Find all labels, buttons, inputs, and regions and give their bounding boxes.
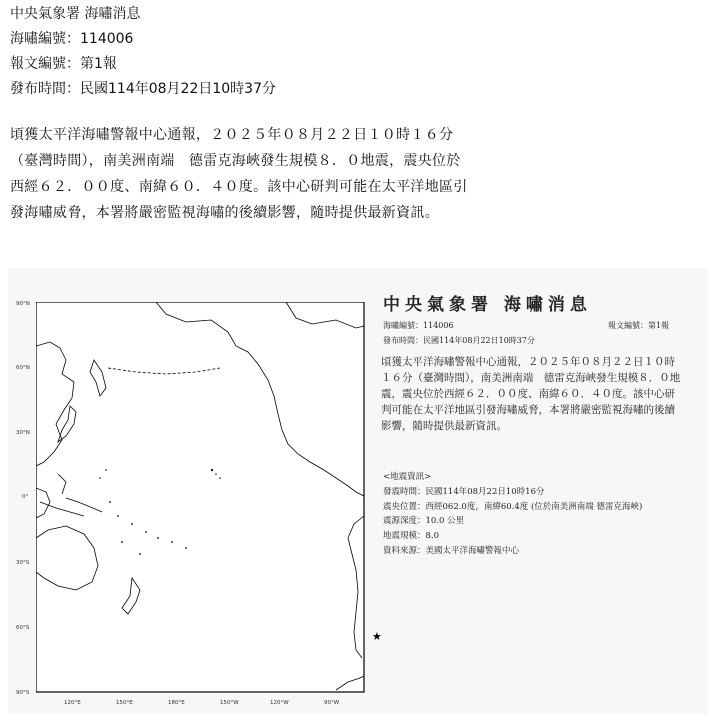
lat-tick: 30°N xyxy=(16,430,30,436)
figure-report-number: 報文編號：第1報 xyxy=(608,321,670,330)
figure-title: 中央氣象署 海嘯消息 xyxy=(383,295,592,315)
lat-tick: 90°N xyxy=(16,301,30,307)
lon-tick: 120°E xyxy=(64,700,81,706)
tsunami-number: 海嘯編號：114006 xyxy=(10,31,134,47)
info-source: 資料來源：美國太平洋海嘯警報中心 xyxy=(383,545,520,556)
lon-tick: 120°W xyxy=(270,700,289,706)
lat-tick: 60°S xyxy=(16,625,30,631)
figure-issue-time: 發布時間：民國114年08月22日10時37分 xyxy=(383,336,535,345)
lon-tick: 150°W xyxy=(220,700,239,706)
bulletin-header xyxy=(10,2,276,102)
figure-tsunami-number: 海嘯編號：114006 xyxy=(383,321,454,330)
lat-tick: 90°S xyxy=(16,690,30,696)
info-header: <地震資訊> xyxy=(383,472,432,482)
lat-tick: 60°N xyxy=(16,365,30,371)
lat-tick: 30°S xyxy=(16,560,30,566)
lon-tick: 90°W xyxy=(324,700,340,706)
epicenter-star-icon: ★ xyxy=(372,630,382,643)
header-title: 中央氣象署 海嘯消息 xyxy=(10,6,141,22)
report-number: 報文編號：第1報 xyxy=(10,56,117,72)
info-depth: 震源深度：10.0 公里 xyxy=(383,516,465,527)
earthquake-info xyxy=(383,470,642,559)
info-magnitude: 地震規模：8.0 xyxy=(383,531,440,542)
issue-time: 發布時間：民國114年08月22日10時37分 xyxy=(10,81,276,97)
lat-tick: 0° xyxy=(22,494,29,500)
info-location: 震央位置：西經062.0度，南緯60.4度 (位於南美洲南端 德雷克海峽) xyxy=(383,501,643,512)
lon-tick: 150°E xyxy=(116,700,133,706)
bulletin-paragraph: 頃獲太平洋海嘯警報中心通報，２０２５年０８月２２日１０時１６分（臺灣時間），南美洲南端 德雷克海峽發生規模８．０地震，震央位於西經６２．００度、南緯６０．４０度。該中心研判可能在太平洋地區引發海嘯威脅，本署將嚴密監視海嘯的後續影響，隨時提供最新資訊。 xyxy=(10,127,468,221)
info-origin-time: 發震時間：民國114年08月22日10時16分 xyxy=(383,486,545,497)
lon-tick: 180°E xyxy=(168,700,185,706)
figure-paragraph: 頃獲太平洋海嘯警報中心通報，２０２５年０８月２２日１０時１６分（臺灣時間），南美洲南端 德雷克海峽發生規模８．０地震，震央位於西經６２．００度、南緯６０．４０度。該中心研判可能在太平洋地區引發海嘯威脅，本署將嚴密監視海嘯的後續影響，隨時提供最新資訊。 xyxy=(381,356,681,432)
bulletin-figure[interactable] xyxy=(8,268,708,714)
